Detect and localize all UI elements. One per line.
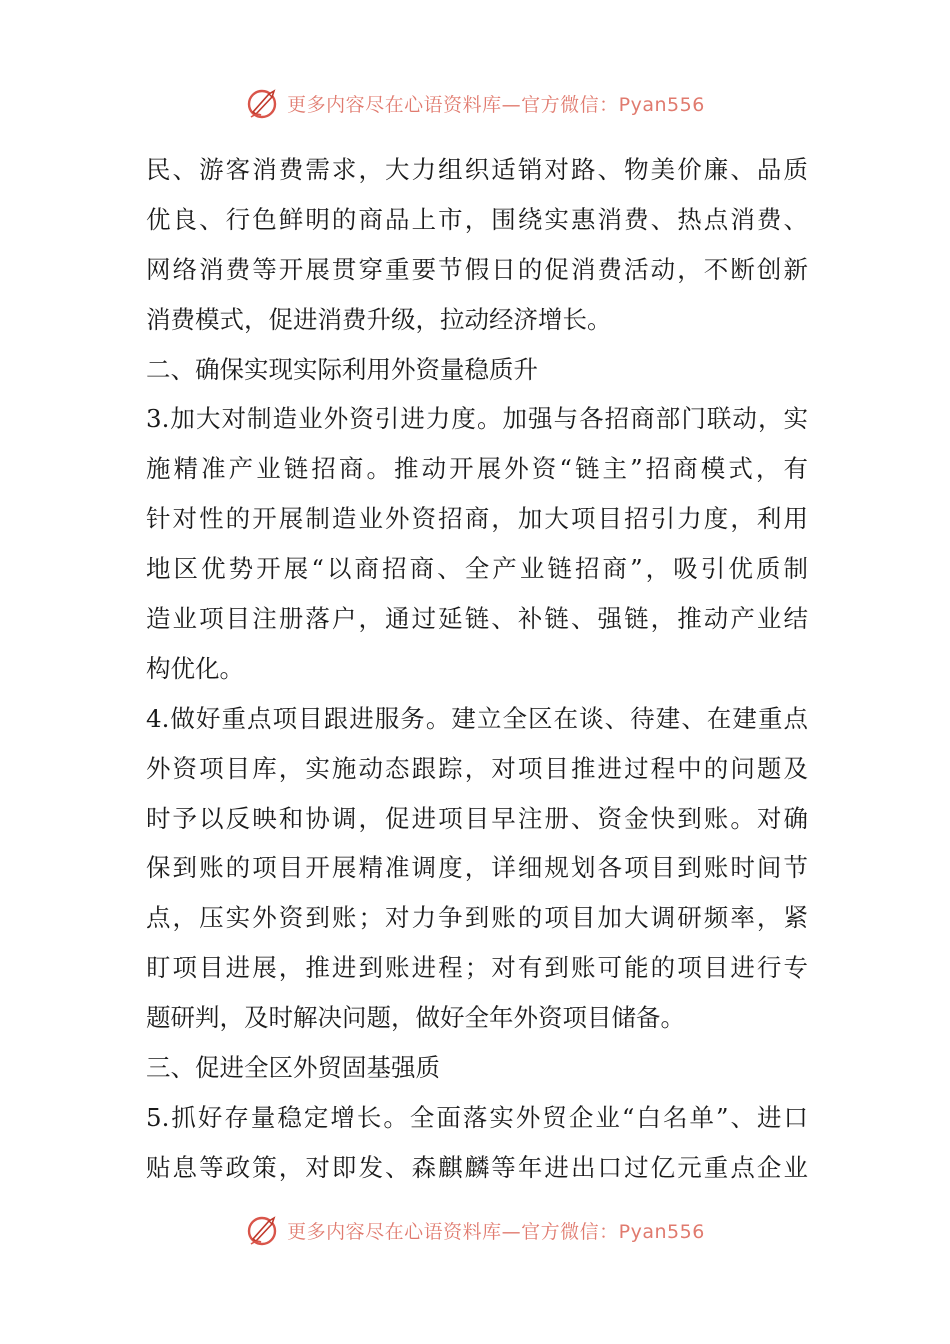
- body-text-line: 针对性的开展制造业外资招商，加大项目招引力度，利用: [146, 504, 808, 534]
- body-text-line: 3.加大对制造业外资引进力度。加强与各招商部门联动，实: [146, 404, 808, 434]
- body-text-line: 外资项目库，实施动态跟踪，对项目推进过程中的问题及: [146, 753, 808, 783]
- body-text-line: 消费模式，促进消费升级，拉动经济增长。: [146, 304, 612, 334]
- body-text-line: 民、游客消费需求，大力组织适销对路、物美价廉、品质: [146, 155, 808, 184]
- body-text-line: 点，压实外资到账；对力争到账的项目加大调研频率，紧: [146, 903, 808, 933]
- document-body: [146, 145, 808, 1193]
- body-text-line: 保到账的项目开展精准调度，详细规划各项目到账时间节: [146, 853, 808, 883]
- header-banner-text: 更多内容尽在心语资料库—官方微信：Pyan556: [287, 93, 705, 116]
- body-text-line: 盯项目进展，推进到账进程；对有到账可能的项目进行专: [146, 953, 808, 983]
- body-text-line: 4.做好重点项目跟进服务。建立全区在谈、待建、在建重点: [146, 703, 808, 733]
- body-text-line: 5.抓好存量稳定增长。全面落实外贸企业“白名单”、进口: [146, 1102, 808, 1132]
- pen-logo-icon: [245, 1212, 281, 1248]
- section-heading: 二、确保实现实际利用外资量稳质升: [146, 354, 538, 384]
- body-text-line: 造业项目注册落户，通过延链、补链、强链，推动产业结: [146, 604, 808, 634]
- header-banner: [0, 83, 950, 123]
- body-text-line: 优良、行色鲜明的商品上市，围绕实惠消费、热点消费、: [146, 204, 808, 234]
- body-text-line: 网络消费等开展贯穿重要节假日的促消费活动，不断创新: [146, 254, 808, 284]
- body-text-line: 构优化。: [146, 653, 244, 683]
- pen-logo-icon: [245, 85, 281, 121]
- section-heading: 三、促进全区外贸固基强质: [146, 1053, 440, 1083]
- body-text-line: 时予以反映和协调，促进项目早注册、资金快到账。对确: [146, 803, 808, 833]
- footer-banner-text: 更多内容尽在心语资料库—官方微信：Pyan556: [287, 1220, 705, 1243]
- body-text-line: 施精准产业链招商。推动开展外资“链主”招商模式，有: [146, 454, 808, 484]
- body-text-line: 贴息等政策，对即发、森麒麟等年进出口过亿元重点企业: [146, 1152, 808, 1182]
- body-text-line: 题研判，及时解决问题，做好全年外资项目储备。: [146, 1003, 685, 1033]
- body-text-line: 地区优势开展“以商招商、全产业链招商”，吸引优质制: [146, 554, 808, 584]
- footer-banner: [0, 1210, 950, 1250]
